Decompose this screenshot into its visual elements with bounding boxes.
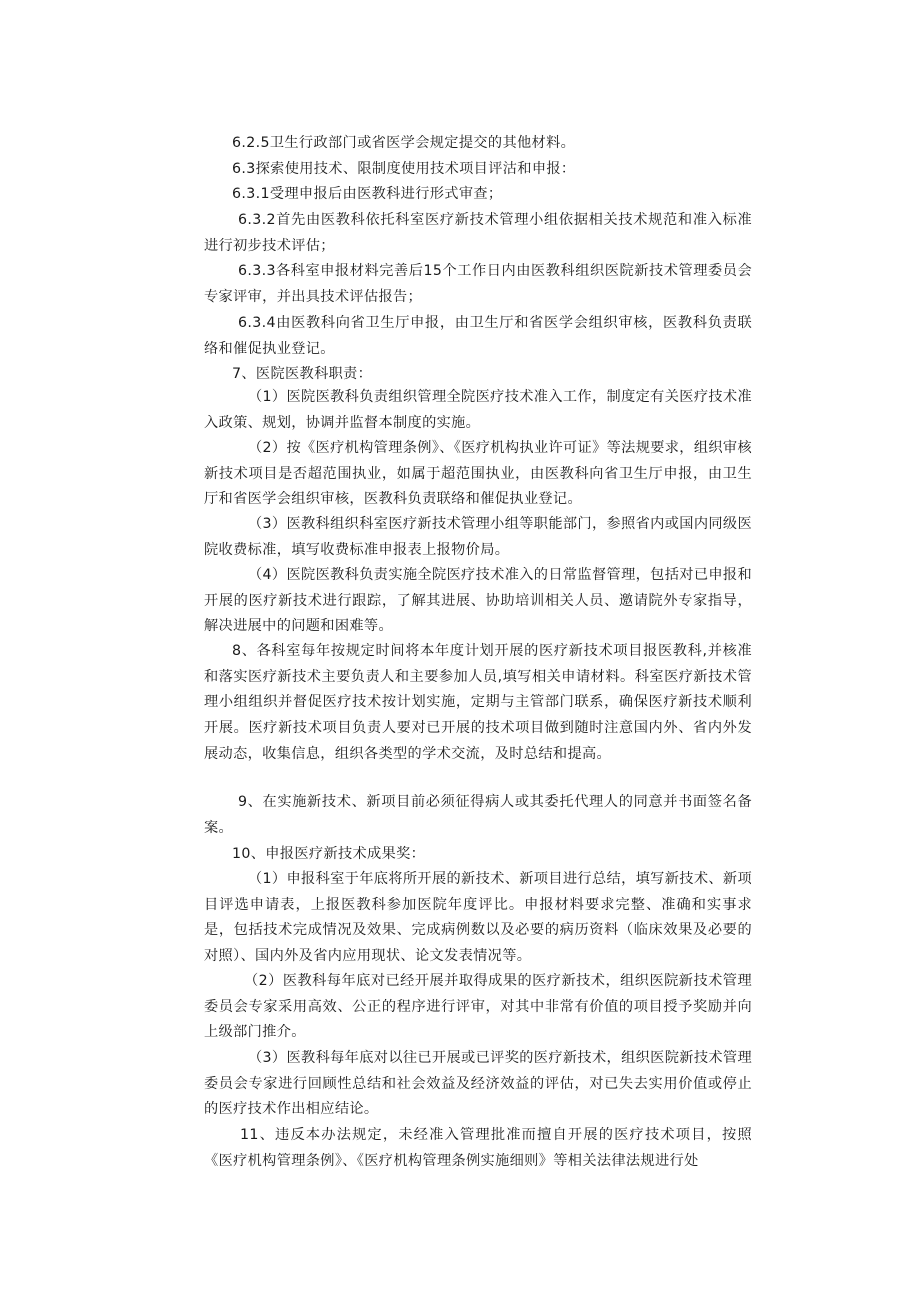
- paragraph-10: 10、申报医疗新技术成果奖：: [232, 846, 426, 862]
- paragraph-7-1: （1）医院医教科负责组织管理全院医疗技术准入工作，制度定有关医疗技术准入政策、规划，协调并监督本制度的实施。: [204, 389, 752, 431]
- paragraph-8: 8、各科室每年按规定时间将本年度计划开展的医疗新技术项目报医教科,并核准和落实医疗新技术主要负责人和主要参加人员,填写相关申请材料。科室医疗新技术管理小组组织并督促医疗技术按计划实施，定期与主管部门联系，确保医疗新技术顺利开展。医疗新技术项目负责人要对已开展的技术项目做到随时注意国内外、省内外发展动态，收集信息，组织各类型的学术交流，及时总结和提高。: [204, 643, 752, 762]
- paragraph-10-1: （1）申报科室于年底将所开展的新技术、新项目进行总结，填写新技术、新项目评选申请表，上报医教科参加医院年度评比。申报材料要求完整、准确和实事求是，包括技术完成情况及效果、完成病例数以及必要的病历资料（临床效果及必要的对照）、国内外及省内应用现状、论文发表情况等。: [204, 871, 752, 965]
- paragraph-6-3-3: 6.3.3各科室申报材料完善后15个工作日内由医教科组织医院新技术管理委员会专家评审，并出具技术评估报告；: [204, 263, 752, 305]
- paragraph-6-3: 6.3探索使用技术、限制度使用技术项目评沽和申报：: [232, 161, 576, 177]
- paragraph-10-2: （2）医教科每年底对已经开展并取得成果的医疗新技术，组织医院新技术管理委员会专家采用高效、公正的程序进行评审，对其中非常有价值的项目授予奖励并向上级部门推介。: [204, 973, 752, 1041]
- paragraph-11: 11、违反本办法规定，未经准入管理批准而擅自开展的医疗技术项目，按照《医疗机构管理条例》、《医疗机构管理条例实施细则》等相关法律法规进行处: [204, 1127, 752, 1169]
- paragraph-6-2-5: 6.2.5卫生行政部门或省医学会规定提交的其他材料。: [232, 135, 576, 151]
- paragraph-6-3-4: 6.3.4由医教科向省卫生厅申报，由卫生厅和省医学会组织审核，医教科负责联络和催促执业登记。: [204, 315, 752, 357]
- paragraph-9: 9、在实施新技术、新项目前必须征得病人或其委托代理人的同意并书面签名备案。: [204, 794, 752, 836]
- paragraph-7-2: （2）按《医疗机构管理条例》、《医疗机构执业许可证》等法规要求，组织审核新技术项目是否超范围执业，如属于超范围执业，由医教科向省卫生厅申报，由卫生厅和省医学会组织审核，医教科负责联络和催促执业登记。: [204, 440, 752, 508]
- paragraph-6-3-2: 6.3.2首先由医教科依托科室医疗新技术管理小组依据相关技术规范和准入标准进行初步技术评估；: [204, 212, 752, 254]
- paragraph-6-3-1: 6.3.1受理申报后由医教科进行形式审查；: [232, 186, 503, 202]
- paragraph-7: 7、医院医教科职责：: [232, 366, 373, 382]
- paragraph-7-4: （4）医院医教科负责实施全院医疗技术准入的日常监督管理，包括对已申报和开展的医疗新技术进行跟踪，了解其进展、协助培训相关人员、邀请院外专家指导，解决进展中的问题和困难等。: [204, 567, 752, 635]
- paragraph-10-3: （3）医教科每年底对以往已开展或已评奖的医疗新技术，组织医院新技术管理委员会专家进行回顾性总结和社会效益及经济效益的评估，对已失去实用价值或停止的医疗技术作出相应结论。: [204, 1050, 752, 1118]
- paragraph-7-3: （3）医教科组织科室医疗新技术管理小组等职能部门，参照省内或国内同级医院收费标准，填写收费标准申报表上报物价局。: [204, 516, 752, 558]
